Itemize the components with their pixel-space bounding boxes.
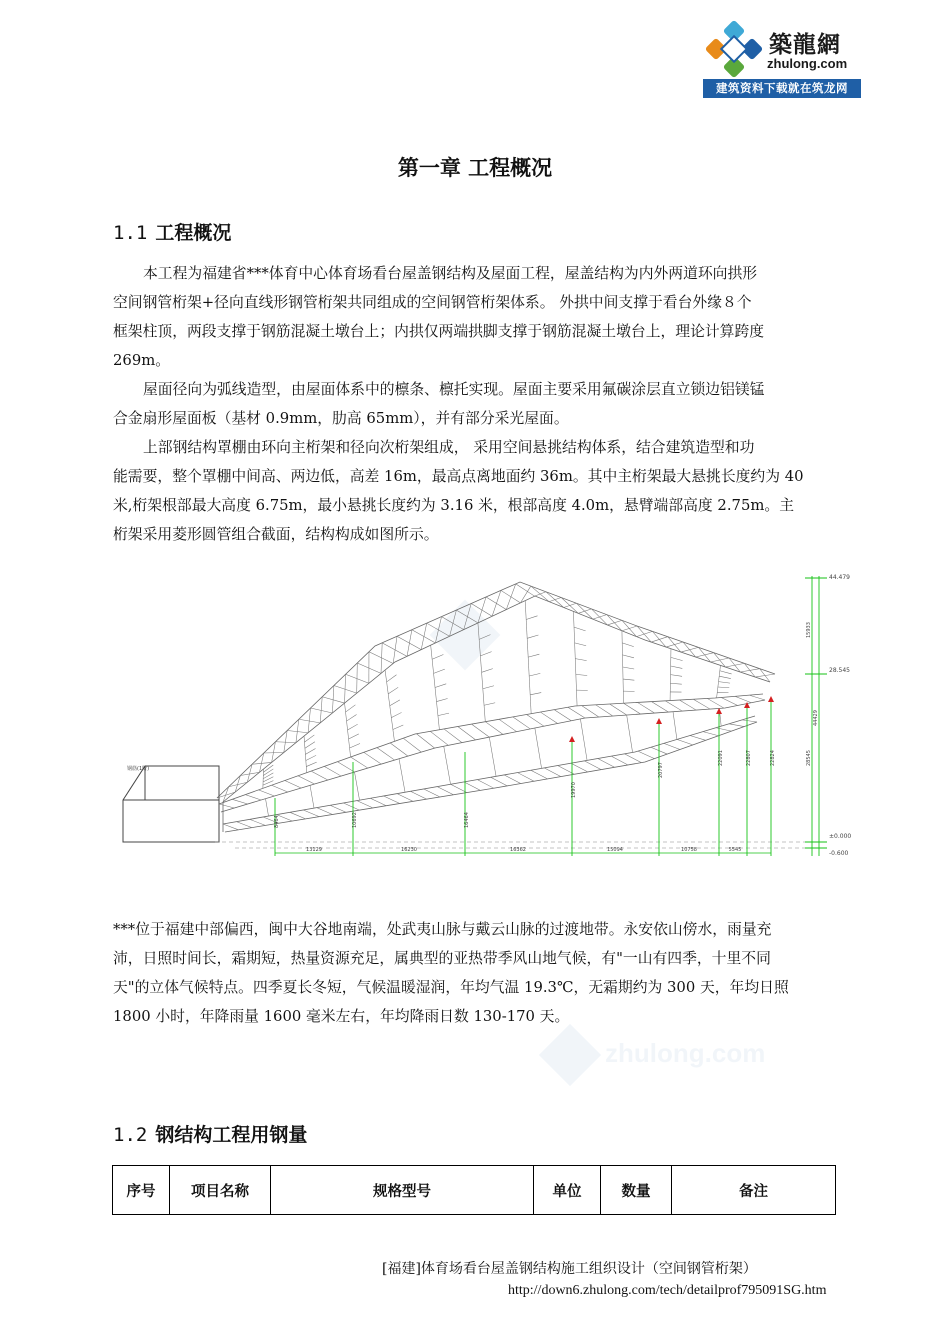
truss-member xyxy=(716,728,731,731)
logo-slogan: 建筑资料下载就在筑龙网 xyxy=(703,79,861,98)
truss-member xyxy=(528,654,539,657)
truss-member xyxy=(627,715,633,752)
truss-member xyxy=(393,725,403,729)
truss-member xyxy=(451,784,467,792)
truss-member xyxy=(622,655,633,658)
truss-member xyxy=(407,630,412,657)
paragraph-line: 合金扇形屋面板（基材 0.9mm，肋高 65mm），并有部分采光屋面。 xyxy=(113,410,569,427)
truss-member xyxy=(677,739,693,744)
column-height-label: 19970 xyxy=(571,782,577,798)
span-label: 16230 xyxy=(401,847,417,853)
truss-member xyxy=(725,663,744,667)
paragraph-project xyxy=(113,259,837,375)
right-dim-label: 15933 xyxy=(806,622,812,638)
truss-member xyxy=(432,655,443,660)
truss-member xyxy=(320,697,322,723)
column-height-label: 16464 xyxy=(464,812,470,828)
truss-member xyxy=(464,604,471,630)
truss-member xyxy=(424,789,440,797)
building-label: 钢筋(1阶) xyxy=(127,766,150,772)
truss-member xyxy=(444,746,451,784)
table-header-cell: 备注 xyxy=(672,1166,836,1215)
truss-member xyxy=(489,737,496,776)
truss-member xyxy=(719,682,731,684)
truss-member xyxy=(388,687,398,694)
truss-member xyxy=(308,708,310,733)
truss-member xyxy=(527,714,544,726)
logo-chinese-name: 築龍網 xyxy=(769,32,841,58)
truss-member xyxy=(434,669,445,673)
column-height-label: 22091 xyxy=(718,750,724,766)
truss-member xyxy=(636,631,652,636)
truss-member xyxy=(718,687,729,688)
truss-member xyxy=(236,822,251,828)
span-label: 10758 xyxy=(681,847,697,853)
truss-member xyxy=(357,663,358,693)
truss-member xyxy=(232,799,248,804)
truss-member xyxy=(350,744,360,748)
truss-member xyxy=(665,701,682,711)
truss-member xyxy=(504,775,521,784)
truss-member xyxy=(263,769,273,776)
truss-member xyxy=(666,642,683,647)
table-header-cell: 规格型号 xyxy=(271,1166,534,1215)
truss-member xyxy=(540,712,557,723)
truss-member xyxy=(624,703,641,714)
support-markers xyxy=(569,696,774,742)
truss-member xyxy=(332,686,334,713)
truss-member xyxy=(435,617,441,643)
truss-member xyxy=(580,719,587,760)
truss-member xyxy=(623,679,634,680)
truss-member xyxy=(349,734,359,739)
truss-member xyxy=(499,719,517,731)
truss-member xyxy=(568,707,585,718)
truss-member xyxy=(638,751,655,759)
paragraph-roof xyxy=(113,375,837,433)
paragraph-line: 沛，日照时间长，霜期短，热量资源充足，属典型的亚热带季风山地气候，有"一山有四季，十里不同 xyxy=(113,950,771,967)
truss-member xyxy=(377,748,395,760)
truss-member xyxy=(690,736,706,741)
truss-structure-figure xyxy=(115,566,852,862)
truss-member xyxy=(345,674,346,703)
truss-member xyxy=(671,657,683,660)
zhulong-flower-icon xyxy=(703,20,765,78)
truss-member xyxy=(527,635,538,638)
truss-member xyxy=(403,738,421,752)
truss-member xyxy=(638,702,655,713)
paragraph-line: 269m。 xyxy=(113,352,171,369)
truss-member xyxy=(707,698,724,708)
truss-member xyxy=(535,592,546,596)
truss-member xyxy=(610,704,627,715)
table-header-row xyxy=(113,1166,836,1215)
truss-member xyxy=(530,693,541,695)
truss-member xyxy=(482,669,493,673)
truss-member xyxy=(442,617,464,630)
truss-member xyxy=(623,667,634,669)
truss-member xyxy=(517,773,534,782)
truss-member xyxy=(529,673,540,676)
truss-member xyxy=(622,643,634,647)
span-label: 5545 xyxy=(728,847,742,853)
truss-member xyxy=(477,780,493,789)
truss-member xyxy=(416,734,434,748)
truss-member xyxy=(348,724,358,730)
truss-member xyxy=(250,819,266,825)
truss-member xyxy=(735,696,751,702)
truss-member xyxy=(285,781,301,789)
truss-member xyxy=(721,697,737,705)
truss-member xyxy=(554,710,571,721)
column-height-label: 22807 xyxy=(746,750,752,766)
truss-member xyxy=(346,705,356,712)
truss-member xyxy=(355,772,360,800)
truss-member xyxy=(544,768,561,777)
truss-member xyxy=(305,742,315,749)
truss-member xyxy=(486,597,506,610)
section-title: 钢结构工程用钢量 xyxy=(155,1124,308,1146)
paragraph-line: 框架柱顶，两段支撑于钢筋混凝土墩台上；内拱仅两端拱脚支撑于钢筋混凝土墩台上，理论计算跨度 xyxy=(113,323,765,340)
truss-member xyxy=(681,647,699,652)
truss-member xyxy=(593,615,607,620)
table-header-cell: 序号 xyxy=(113,1166,170,1215)
truss-member xyxy=(421,623,426,649)
truss-member xyxy=(343,803,359,810)
truss-member xyxy=(575,643,586,646)
page-footer xyxy=(382,1258,826,1302)
table-header-cell: 单位 xyxy=(534,1166,601,1215)
truss-member xyxy=(397,794,413,802)
paragraph-line: 天"的立体气候特点。四季夏长冬短，气候温暖湿润，年均气温 19.3℃，无霜期约为 300 天，年均日照 xyxy=(113,979,789,996)
truss-member xyxy=(664,743,680,749)
truss-member xyxy=(516,584,535,596)
truss-member xyxy=(479,635,490,640)
truss-member xyxy=(370,798,386,805)
column-height-label: 22824 xyxy=(770,750,776,766)
truss-member xyxy=(384,796,400,804)
truss-member xyxy=(703,732,719,736)
truss-member xyxy=(696,653,714,657)
truss-member xyxy=(357,801,373,808)
column-height-label: 20797 xyxy=(658,762,664,778)
truss-member xyxy=(444,729,462,743)
truss-member xyxy=(535,728,542,768)
logo-domain: zhulong.com xyxy=(767,56,848,71)
table-header-cell: 项目名称 xyxy=(170,1166,271,1215)
truss-member xyxy=(720,671,732,674)
truss-member xyxy=(337,762,354,772)
paragraph-line: 1800 小时，年降雨量 1600 毫米左右，年均降雨日数 130-170 天。 xyxy=(113,1008,570,1025)
truss-member xyxy=(223,824,238,830)
elevation-label: ±0.000 xyxy=(829,833,852,840)
truss-member xyxy=(290,812,306,819)
truss-member xyxy=(430,731,448,745)
truss-member xyxy=(298,776,315,784)
truss-member xyxy=(531,770,548,779)
truss-member xyxy=(622,626,637,631)
truss-member xyxy=(345,703,351,757)
truss-member xyxy=(693,699,710,709)
truss-member xyxy=(574,627,586,631)
truss-member xyxy=(478,597,486,623)
stand-building xyxy=(123,766,219,842)
span-label: 15094 xyxy=(607,847,623,853)
truss-member xyxy=(571,763,588,772)
steel-quantity-table xyxy=(112,1165,836,1215)
section-title: 工程概况 xyxy=(155,222,232,244)
truss-member xyxy=(578,609,591,613)
right-dim-label: 44429 xyxy=(813,710,819,726)
truss-member xyxy=(347,715,357,722)
right-dim-label: 28545 xyxy=(806,750,812,766)
truss-member xyxy=(296,719,299,742)
paragraph-line: 空间钢管桁架+径向直线形钢管桁架共同组成的空间钢管桁架体系。 外拱中间支撑于看台外缘８个 xyxy=(113,294,752,311)
truss-member xyxy=(483,686,494,689)
truss-member xyxy=(437,787,453,795)
elevation-label: 44.479 xyxy=(829,574,850,581)
section-number: 1.2 xyxy=(113,1124,148,1146)
paragraph-line: 屋面径向为弧线造型，由屋面体系中的檩条、檩托实现。屋面主要采用氟碳涂层直立锁边铝镁锰 xyxy=(143,381,765,398)
paragraph-line: 米,桁架根部最大高度 6.75m，最小悬挑长度约为 3.16 米，根部高度 4.0m，悬臂端部高度 2.75m。主 xyxy=(113,497,794,514)
truss-member xyxy=(598,759,615,768)
truss-member xyxy=(740,669,759,672)
truss-member xyxy=(385,670,394,741)
table-header-cell: 数量 xyxy=(601,1166,672,1215)
truss-member xyxy=(456,610,478,623)
elevation-labels xyxy=(829,574,851,857)
truss-member xyxy=(464,782,480,790)
section-number: 1.1 xyxy=(113,222,148,244)
truss-member xyxy=(263,765,273,772)
paragraph-line: 上部钢结构罩棚由环向主桁架和径向次桁架组成， 采用空间悬挑结构体系，结合建筑造型和功 xyxy=(143,439,755,456)
truss-member xyxy=(310,785,314,808)
truss-member xyxy=(303,810,319,817)
span-label: 16362 xyxy=(510,847,526,853)
elevation-label: -0.600 xyxy=(829,850,849,857)
truss-member xyxy=(651,702,668,712)
paragraph-climate xyxy=(113,915,837,1031)
truss-member xyxy=(576,674,587,675)
truss-web-members xyxy=(217,584,775,830)
truss-member xyxy=(679,700,696,710)
truss-member xyxy=(525,601,531,714)
footer-title: [福建]体育场看台屋盖钢结构施工组织设计（空间钢管桁架） xyxy=(382,1261,757,1277)
truss-member xyxy=(412,630,436,643)
truss-member xyxy=(306,762,316,766)
truss-member xyxy=(438,713,449,715)
paragraph-line: 能需要，整个罩棚中间高、两边低，高差 16m，最高点离地面约 36m。其中主桁架最大悬挑长度约为 40 xyxy=(113,468,804,485)
truss-member xyxy=(526,616,537,620)
truss-member xyxy=(584,761,601,770)
truss-member xyxy=(671,666,683,668)
truss-member xyxy=(501,590,521,602)
zhulong-logo xyxy=(703,20,861,98)
right-dimension-labels xyxy=(806,622,819,766)
truss-member xyxy=(324,766,341,776)
truss-member xyxy=(266,799,269,816)
truss-member xyxy=(755,674,775,677)
truss-member xyxy=(369,652,393,664)
footer-url[interactable]: http://down6.zhulong.com/tech/detailprof795091SG.htm xyxy=(508,1283,827,1298)
truss-member xyxy=(711,658,729,662)
truss-member xyxy=(742,720,757,722)
section-heading-1-1 xyxy=(113,218,231,245)
truss-member xyxy=(607,620,622,625)
truss-member xyxy=(330,805,346,812)
chapter-title: 第一章 工程概况 xyxy=(397,156,553,180)
truss-member xyxy=(317,808,333,815)
truss-member xyxy=(305,749,315,755)
truss-member xyxy=(478,623,485,722)
column-height-labels xyxy=(274,750,776,828)
truss-member xyxy=(651,637,668,642)
truss-member xyxy=(484,703,495,705)
truss-member xyxy=(491,777,508,786)
truss-member xyxy=(391,712,401,717)
truss-member xyxy=(471,604,492,617)
paragraph-structure xyxy=(113,433,837,549)
truss-member xyxy=(393,636,397,663)
truss-member xyxy=(390,700,400,706)
truss-member xyxy=(485,722,503,735)
truss-member xyxy=(219,804,234,808)
truss-member xyxy=(729,724,744,727)
truss-member xyxy=(582,706,599,717)
truss-member xyxy=(513,717,530,729)
truss-member xyxy=(436,698,447,701)
truss-member xyxy=(564,603,577,607)
truss-member xyxy=(671,675,683,677)
truss-member xyxy=(311,771,328,780)
truss-member xyxy=(670,683,681,684)
truss-member xyxy=(306,755,316,760)
truss-member xyxy=(673,712,677,740)
truss-member xyxy=(480,652,491,656)
truss-member xyxy=(275,742,295,743)
truss-member xyxy=(435,684,446,688)
truss-member xyxy=(397,636,421,649)
truss-member xyxy=(364,752,381,764)
truss-member xyxy=(596,705,613,716)
truss-member xyxy=(549,597,561,601)
truss-member xyxy=(410,791,426,799)
paragraph-line: ***位于福建中部偏西，闽中大谷地南端，处武夷山脉与戴云山脉的过渡地带。永安依山傍水，雨量充 xyxy=(113,921,772,938)
column-height-label: 8464 xyxy=(274,815,280,828)
truss-member xyxy=(427,623,450,636)
truss-member xyxy=(719,676,731,678)
span-label: 13129 xyxy=(306,847,322,853)
section-heading-1-2 xyxy=(113,1120,307,1147)
column-height-label: 10692 xyxy=(352,812,358,828)
truss-member xyxy=(399,759,405,792)
truss-member xyxy=(258,790,274,796)
paragraph-line: 本工程为福建省***体育中心体育场看台屋盖钢结构及屋面工程，屋盖结构为内外两道环向拱形 xyxy=(143,265,758,282)
truss-member xyxy=(245,795,261,800)
truss-member xyxy=(472,724,490,737)
truss-member xyxy=(458,727,476,740)
truss-member xyxy=(749,695,765,700)
truss-member xyxy=(304,735,314,742)
truss-member xyxy=(390,743,408,756)
elevation-label: 28.545 xyxy=(829,667,850,674)
truss-member xyxy=(611,756,628,765)
svg-text:zhulong.com: zhulong.com xyxy=(605,1038,766,1068)
truss-member xyxy=(387,675,397,682)
paragraph-line: 桁架采用菱形圆管组合截面，结构构成如图所示。 xyxy=(113,526,439,543)
truss-member xyxy=(625,754,642,763)
truss-member xyxy=(575,659,586,661)
truss-member xyxy=(450,610,457,636)
truss-member xyxy=(272,785,288,792)
